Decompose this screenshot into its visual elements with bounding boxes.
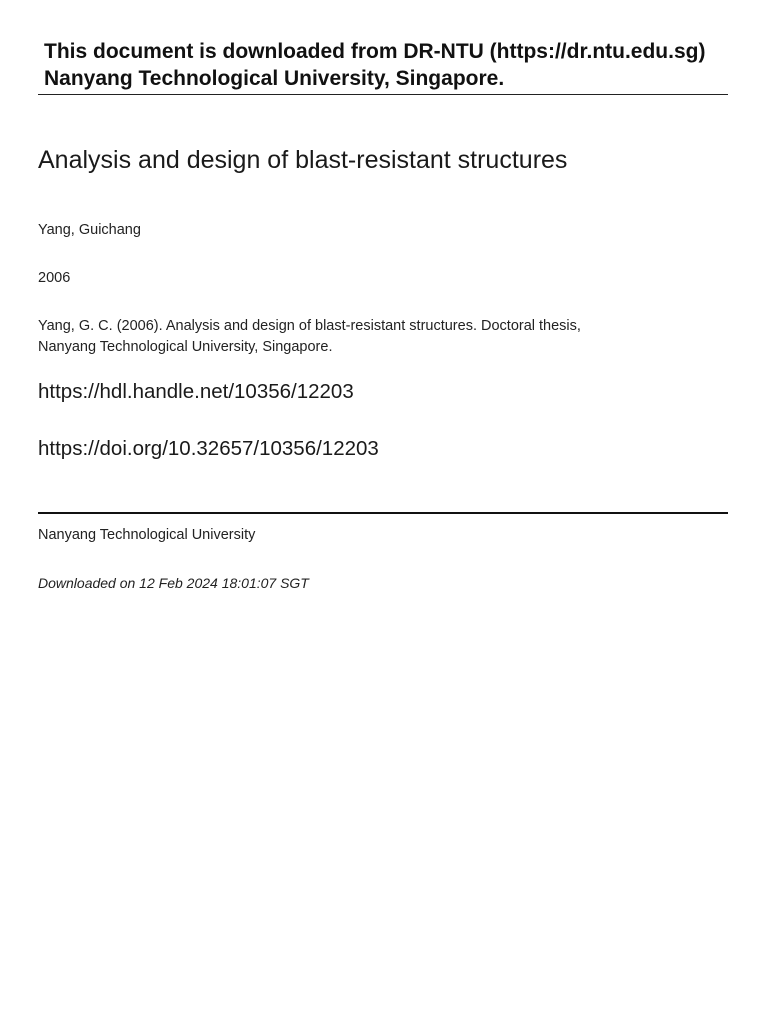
section-divider (38, 512, 728, 514)
author-name: Yang, Guichang (38, 222, 141, 238)
download-notice-header (38, 38, 728, 95)
citation-text (38, 316, 658, 358)
download-notice-line-2: Nanyang Technological University, Singapore. (44, 67, 505, 90)
document-title: Analysis and design of blast-resistant structures (38, 146, 568, 174)
publication-year: 2006 (38, 270, 71, 286)
citation-line-1: Yang, G. C. (2006). Analysis and design of blast-resistant structures. Doctoral thesis, (38, 318, 581, 334)
handle-link[interactable]: https://hdl.handle.net/10356/12203 (38, 380, 354, 403)
citation-line-2: Nanyang Technological University, Singapore. (38, 339, 333, 355)
download-notice-line-1: This document is downloaded from DR-NTU (https://dr.ntu.edu.sg) (44, 40, 706, 63)
download-timestamp: Downloaded on 12 Feb 2024 18:01:07 SGT (38, 575, 309, 591)
publisher-name: Nanyang Technological University (38, 527, 256, 543)
doi-link[interactable]: https://doi.org/10.32657/10356/12203 (38, 437, 379, 460)
